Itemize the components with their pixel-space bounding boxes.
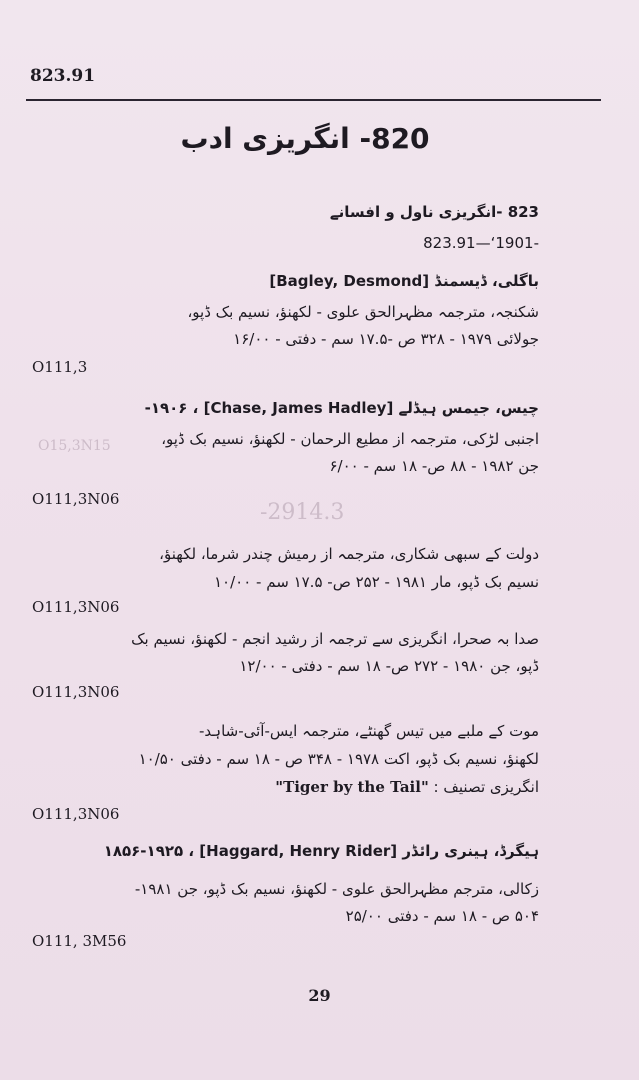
entry-line: دولت کے سبھی شکاری، مترجمہ از رمیش چندر شرما، لکھنؤ، [159,545,539,563]
entry-line: جولائی ۱۹۷۹ - ۳۲۸ ص -۱۷.۵ سم - دفتی - ۱۶/۰۰ [233,330,539,348]
entry-author-heading: باگلی، ڈیسمنڈ [Bagley, Desmond] [269,272,539,290]
entry-author-heading: ہیگرڈ، ہینری رائڈر [Haggard, Henry Rider] ، ۱۸۵۶-۱۹۲۵ [103,842,539,860]
entry-line: زکالی، مترجم مظہرالحق علوی - لکھنؤ، نسیم بک ڈپو، جن ۱۹۸۱- [134,880,539,898]
entry-line: شکنجہ، مترجمہ مظہرالحق علوی - لکھنؤ، نسیم بک ڈپو، [187,303,539,321]
entry-line: لکھنؤ، نسیم بک ڈپو، اکت ۱۹۷۸ - ۳۴۸ ص - ۱۸ سم - دفتی ۱۰/۵۰ [138,750,539,768]
entry-line: موت کے ملبے میں تیس گھنٹے، مترجمہ ایس-آئی-شاہد- [199,722,539,740]
entry-line: صدا بہ صحرا، انگریزی سے ترجمہ از رشید انجم - لکھنؤ، نسیم بک [131,630,539,648]
subsection-range: -1901‘—823.91 [423,234,539,252]
entry-shelf-code: O111,3N06 [32,683,120,701]
header-divider [26,99,601,101]
class-number: 823.91 [30,66,96,86]
entry-line: ڈپو، جن ۱۹۸۰ - ۲۷۲ ص- ۱۸ سم - دفتی - ۱۲/۰۰ [239,657,539,675]
entry-line: نسیم بک ڈپو، مار ۱۹۸۱ - ۲۵۲ ص- ۱۷.۵ سم - ۱۰/۰۰ [214,573,539,591]
original-title-line [99,778,539,796]
entry-shelf-code: O111, 3M56 [32,932,127,950]
bleed-through-code: O15,3N15 [38,438,111,454]
original-title-label: انگریزی تصنیف : [433,778,539,796]
entry-shelf-code: O111,3 [32,358,88,376]
entry-author-heading: چیس، جیمس ہیڈلے [Chase, James Hadley] ، ۱۹۰۶- [144,399,539,417]
entry-shelf-code: O111,3N06 [32,490,120,508]
bleed-through-number: -2914.3 [260,500,345,525]
entry-shelf-code: O111,3N06 [32,805,120,823]
entry-shelf-code: O111,3N06 [32,598,120,616]
entry-line: ۵۰۴ ص - ۱۸ سم - دفتی ۲۵/۰۰ [345,907,539,925]
subsection-title: 823 -انگریزی ناول و افسانے [329,203,539,221]
entry-line: اجنبی لڑکی، مترجمہ از مطیع الرحمان - لکھنؤ، نسیم بک ڈپو، [161,430,539,448]
entry-line: جن ۱۹۸۲ - ۸۸ ص- ۱۸ سم - ۶/۰۰ [329,457,539,475]
original-title: "Tiger by the Tail" [275,778,429,796]
page-number: 29 [308,986,331,1005]
section-title: 820- انگریزی ادب [180,122,430,155]
